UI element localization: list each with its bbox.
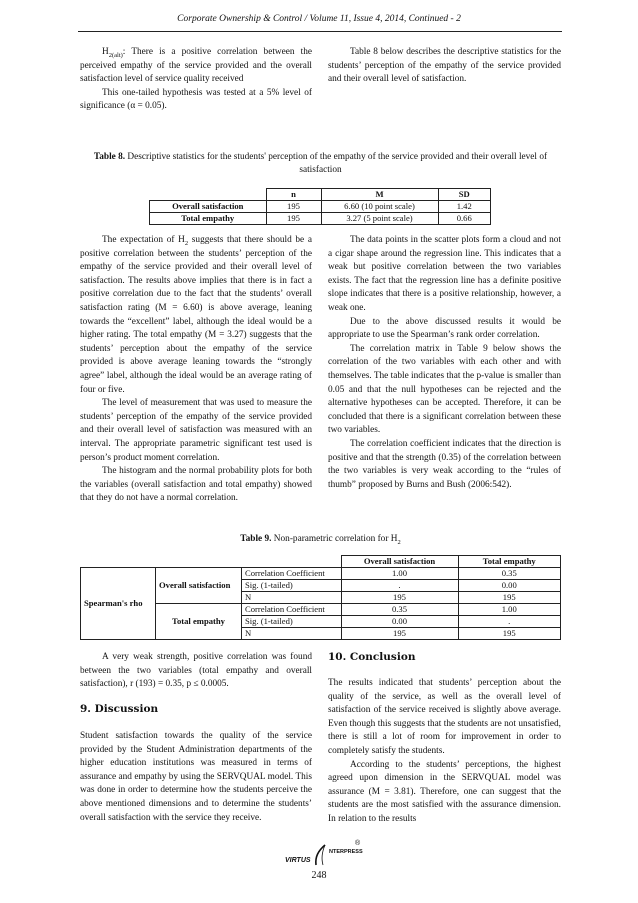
logo-text-interpress: NTERPRESS (329, 849, 363, 855)
table8-caption-text: Descriptive statistics for the students' perception of the empathy of the service provided and their overall level of satisfaction (125, 152, 548, 175)
cell: . (458, 616, 561, 628)
stat-label: Correlation Coefficient (242, 568, 342, 580)
subscript: 2 (184, 239, 189, 247)
mid-right-column (328, 234, 561, 492)
section-title-conclusion: 10. Conclusion (328, 651, 416, 663)
cell-m: 6.60 (10 point scale) (321, 201, 438, 213)
bottom-left-column (80, 651, 312, 692)
paragraph: Table 8 below describes the descriptive statistics for the students’ perception of the empathy of the service provided and their overall level of satisfaction. (328, 47, 561, 85)
table9-caption-text: Non-parametric correlation for H (271, 534, 398, 544)
running-header: Corporate Ownership & Control / Volume 11, Issue 4, 2014, Continued - 2 (177, 14, 461, 24)
top-left-column (80, 46, 312, 114)
table-corner (150, 189, 267, 201)
cell-n: 195 (266, 201, 321, 213)
logo-swoosh-icon (285, 843, 365, 869)
cell: . (341, 580, 458, 592)
table-header-empathy: Total empathy (458, 556, 561, 568)
stat-label: Correlation Coefficient (242, 604, 342, 616)
hypothesis-sub: 2(alt) (108, 51, 123, 59)
table-header-row (81, 556, 561, 568)
paragraph: The histogram and the normal probability plots for both the variables (overall satisfaction and total empathy) showed that they do not have a normal correlation. (80, 466, 312, 504)
table8 (149, 188, 491, 225)
row-label: Total empathy (150, 213, 267, 225)
cell: 195 (458, 628, 561, 640)
registered-mark: ® (355, 840, 361, 847)
row-group-label: Spearman's rho (81, 568, 156, 640)
group-label: Total empathy (156, 604, 242, 640)
section-title-discussion: 9. Discussion (80, 703, 159, 715)
cell: 0.35 (458, 568, 561, 580)
group-label: Overall satisfaction (156, 568, 242, 604)
logo-text-virtus: VIRTUS (285, 857, 311, 864)
paragraph: The data points in the scatter plots form a cloud and not a cigar shape around the regression line. This indicates that a weak but positive correlation between the two variables exists. The fact that the regression line has a definite positive slope indicates that there is a positive relationship, however, a weak one. (328, 235, 561, 313)
text-run: The expectation of H (102, 235, 185, 245)
table-header-row (150, 189, 491, 201)
table-header-n: n (266, 189, 321, 201)
table-header-overall: Overall satisfaction (341, 556, 458, 568)
cell: 0.00 (341, 616, 458, 628)
cell: 0.35 (341, 604, 458, 616)
paragraph: The correlation coefficient indicates that the direction is positive and that the strength (0.35) of the correlation between the two variables is very weak according to the “rules of thumb” proposed by Burns and Bush (2006:542). (328, 438, 561, 490)
table8-caption (80, 151, 561, 177)
cell: 1.00 (341, 568, 458, 580)
stat-label: Sig. (1-tailed) (242, 616, 342, 628)
top-right-column (328, 46, 561, 87)
discussion-body (80, 730, 312, 825)
stat-label: N (242, 628, 342, 640)
mid-left-column (80, 234, 312, 506)
text-run: suggests that there should be a positive correlation between the students’ perception of the empathy of the service provided and their overall level of satisfaction. The results above implies that there is in fact a positive correlation due to the fact that the students’ overall satisfaction rating (M = 6.60) is above average, leaning towards the “excellent” label, although the ideal would be a higher rating. The total empathy (M = 3.27) suggests that the students’ perception about the empathy of the service provided is above average leaning towards the “strongly agree” label, although the ideal would be an average rating of four or five. (80, 235, 313, 395)
paragraph: Student satisfaction towards the quality of the service provided by the Student Administration departments of the higher education institutions was measured in terms of assurance and empathy by using the SERVQUAL model. This was done in order to determine how the students perceive the above mentioned dimensions and to determine the students’ overall satisfaction with the service they receive. (80, 731, 312, 823)
row-label: Overall satisfaction (150, 201, 267, 213)
paragraph: According to the students’ perceptions, the highest agreed upon dimension in the SERVQUAL model was assurance (M = 3.81). Therefore, one can suggest that the students are the most satisfied with the assurance dimension. In relation to the results (328, 759, 561, 824)
cell-sd: 0.66 (438, 213, 491, 225)
table9-caption (80, 533, 561, 546)
cell: 195 (341, 628, 458, 640)
table-row (150, 213, 491, 225)
cell: 1.00 (458, 604, 561, 616)
paragraph: A very weak strength, positive correlation was found between the two variables (total empathy and overall satisfaction), r (193) = 0.35, p ≤ 0.0005. (80, 652, 312, 690)
table8-caption-label: Table 8. (93, 152, 126, 162)
cell-n: 195 (266, 213, 321, 225)
table9-caption-sub: 2 (397, 538, 401, 546)
paragraph: The results indicated that students’ perception about the quality of the service, as well as the overall level of satisfaction of the service received is slightly above average. Even though this suggests that the students are not unsatisfied, there is still a lot of room for improvement in order to completely satisfy the students. (328, 678, 561, 756)
table-header-sd: SD (438, 189, 491, 201)
paragraph: Due to the above discussed results it would be appropriate to use the Spearman’s rank order correlation. (328, 316, 561, 341)
table-corner (81, 556, 156, 568)
table-header-m: M (321, 189, 438, 201)
paragraph: The correlation matrix in Table 9 below shows the correlation of the two variables with each other and with themselves. The table indicates that the p-value is smaller than 0.05 and that the null hypotheses can be rejected and the alternative hypotheses can be accepted. Therefore, it can be concluded that there is a significant correlation between these two variables. (328, 343, 561, 436)
paragraph (80, 234, 312, 397)
table-corner (156, 556, 242, 568)
table-row (150, 201, 491, 213)
cell: 195 (341, 592, 458, 604)
stat-label: Sig. (1-tailed) (242, 580, 342, 592)
table-row (81, 568, 561, 580)
virtus-interpress-logo (285, 840, 365, 869)
paragraph: The level of measurement that was used to measure the students’ perception of the empathy of the service provided and their overall level of satisfaction was measured with an interval. The appropriate parametric significant test used is person’s product moment correlation. (80, 398, 312, 463)
table9 (80, 555, 561, 640)
paragraph: This one-tailed hypothesis was tested at a 5% level of significance (α = 0.05). (80, 87, 312, 112)
table-corner (242, 556, 342, 568)
cell-m: 3.27 (5 point scale) (321, 213, 438, 225)
cell: 0.00 (458, 580, 561, 592)
stat-label: N (242, 592, 342, 604)
hypothesis-text: : There is a positive correlation between the perceived empathy of the service provided and the overall satisfaction level of service quality received (80, 47, 312, 85)
cell-sd: 1.42 (438, 201, 491, 213)
table9-caption-label: Table 9. (240, 534, 272, 544)
hypothesis-paragraph (80, 46, 312, 87)
cell: 195 (458, 592, 561, 604)
conclusion-body (328, 677, 561, 827)
header-rule (78, 31, 562, 32)
hypothesis-h: H (102, 47, 109, 57)
page-number: 248 (311, 870, 327, 881)
